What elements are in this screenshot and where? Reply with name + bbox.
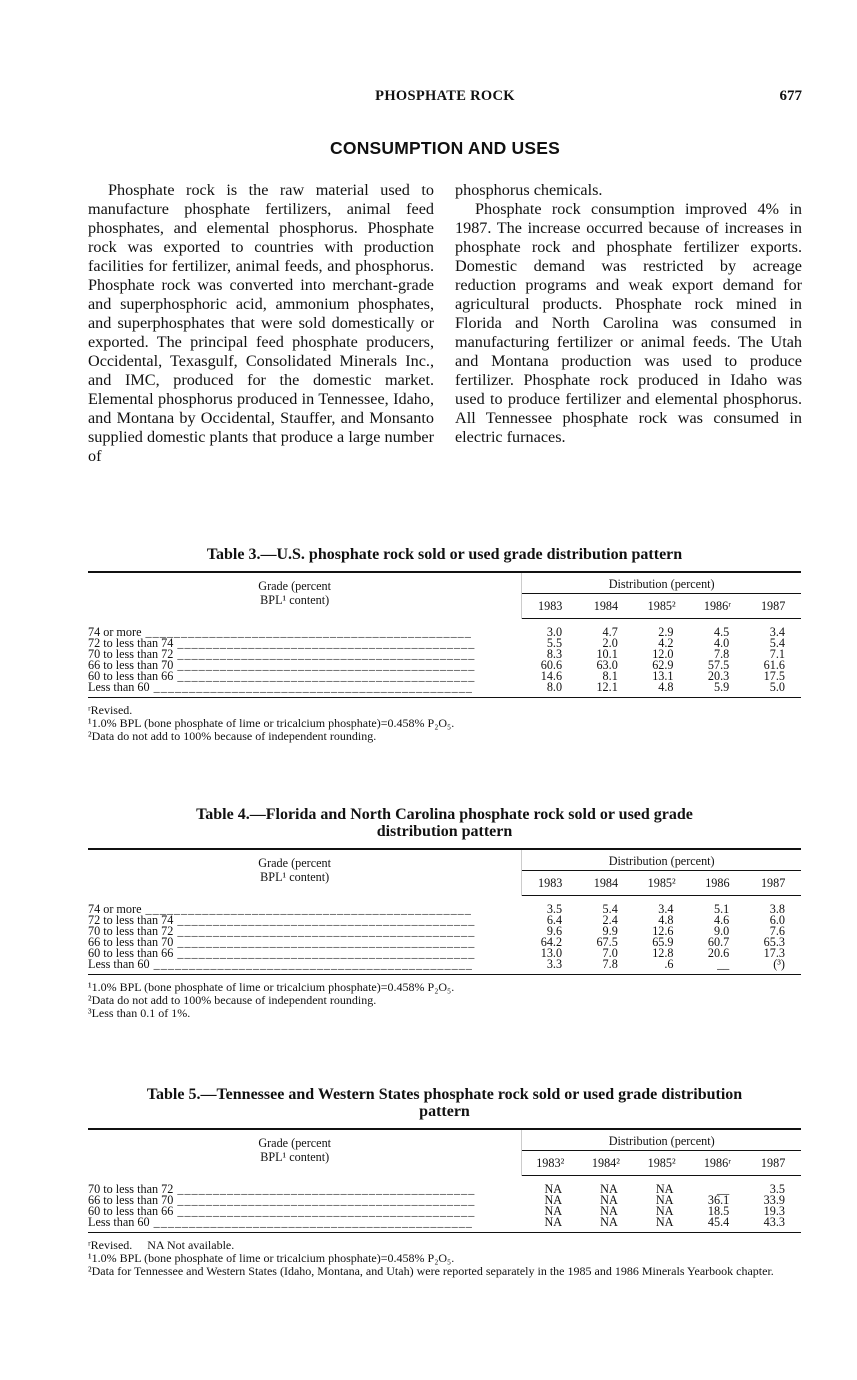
year-header: 1987 [745, 594, 801, 619]
row-label: 74 or more ______________________________________________ [88, 624, 472, 638]
year-header: 1986ʳ [690, 594, 746, 619]
table-cell: 65.9 [652, 935, 674, 949]
table-cell: 14.6 [540, 669, 563, 683]
table-cell: 3.8 [769, 902, 785, 916]
table-cell: NA [655, 1215, 674, 1229]
table-3-grid [88, 571, 801, 698]
table-5-grid [88, 1128, 801, 1233]
distribution-header: Distribution (percent) [522, 849, 801, 871]
table-5-title: Table 5.—Tennessee and Western States phosphate rock sold or used grade distribution pattern [146, 1086, 743, 1120]
table-row [88, 638, 801, 649]
row-label: 70 to less than 72 __________________________________________ [88, 926, 476, 937]
table-cell: 5.0 [769, 680, 785, 694]
table-cell: 12.1 [596, 680, 618, 694]
table-5 [88, 1086, 801, 1278]
table-cell: 17.3 [763, 946, 785, 960]
running-title: PHOSPHATE ROCK [375, 88, 515, 104]
table-cell: NA [655, 1193, 674, 1207]
table-row [88, 682, 801, 698]
table-row [88, 619, 801, 639]
body-paragraph-2: Phosphate rock consumption improved 4% in 1987. The increase occurred because of increases in phosphate rock and phosphate fertilizer exports. Domestic demand was restricted by acreage reduction programs and weak export demand for agricultural products. Phosphate rock mined in Florida and North Carolina was consumed in manufacturing fertilizer or animal feeds. The Utah and Montana production was used to produce fertilizer. Phosphate rock produced in Idaho was used to produce fertilizer and elemental phosphorus. All Tennessee phosphate rock was consumed in electric furnaces. [455, 200, 802, 446]
body-right-column [455, 181, 802, 447]
year-header: 1986ʳ [689, 1151, 745, 1176]
footnote: ²Data do not add to 100% because of independent rounding. [88, 729, 377, 743]
table-cell: NA [544, 1193, 563, 1207]
table-cell: 3.5 [546, 902, 563, 916]
table-cell: 3.3 [546, 957, 563, 971]
table-cell: NA [600, 1182, 618, 1196]
table-cell: 10.1 [596, 647, 618, 661]
table-row [88, 649, 801, 660]
row-label: 70 to less than 72 __________________________________________ [88, 1181, 476, 1195]
table-cell: NA [655, 1182, 674, 1196]
table-4-grid [88, 848, 801, 975]
row-label: 72 to less than 74 __________________________________________ [88, 638, 476, 649]
footnote: ʳRevised. NA Not available. [88, 1238, 235, 1252]
table-row [88, 1176, 801, 1196]
table-cell: 2.9 [658, 625, 674, 639]
table-cell: NA [655, 1204, 674, 1218]
table-row [88, 948, 801, 959]
table-cell: 20.3 [707, 669, 730, 683]
year-header: 1984 [578, 871, 634, 896]
row-label: 60 to less than 66 __________________________________________ [88, 948, 476, 959]
table-cell: 4.0 [714, 636, 730, 650]
table-cell: 5.4 [769, 636, 785, 650]
year-header: 1985² [634, 871, 690, 896]
table-cell: NA [544, 1204, 563, 1218]
table-row [88, 660, 801, 671]
table-4 [88, 806, 801, 1020]
table-cell: 61.6 [763, 658, 785, 672]
table-cell: 13.1 [652, 669, 674, 683]
table-cell: 17.5 [763, 669, 785, 683]
table-cell: (³) [773, 957, 785, 971]
table-4-title: Table 4.—Florida and North Carolina phosphate rock sold or used grade distribution pattern [196, 806, 693, 840]
year-header: 1983² [522, 1151, 578, 1176]
footnote: ²Data do not add to 100% because of independent rounding. [88, 993, 377, 1007]
footnote: ¹1.0% BPL (bone phosphate of lime or tricalcium phosphate)=0.458% P₂O₅. [88, 716, 455, 730]
table-3-title: Table 3.—U.S. phosphate rock sold or used grade distribution pattern [206, 546, 683, 563]
row-label: Less than 60 _____________________________________________ [88, 959, 473, 971]
table-cell: 18.5 [707, 1204, 730, 1218]
grade-column-header: Grade (percent BPL¹ content) [88, 849, 522, 896]
table-row [88, 1217, 801, 1233]
table-cell: 4.2 [658, 636, 674, 650]
table-cell: 5.4 [602, 902, 618, 916]
distribution-header: Distribution (percent) [522, 572, 801, 594]
table-cell: 57.5 [707, 658, 730, 672]
table-cell: 3.4 [769, 625, 785, 639]
table-cell: 65.3 [763, 935, 785, 949]
body-paragraph-1: Phosphate rock is the raw material used to manufacture phosphate fertilizers, animal feed phosphates, and elemental phosphorus. Phosphate rock was exported to countries with production facilities for fertilizer, animal feeds, and phosphorus. Phosphate rock was converted into merchant-grade and superphosphoric acid, ammonium phosphates, and superphosphates that were sold domestically or exported. The principal feed phosphate producers, Occidental, Texasgulf, Consolidated Minerals Inc., and IMC, produced for the domestic market. Elemental phosphorus produced in Tennessee, Idaho, and Montana by Occidental, Stauffer, and Monsanto supplied domestic plants that produce a large number of [88, 181, 434, 465]
table-cell: 3.5 [769, 1182, 785, 1196]
row-label: 70 to less than 72 __________________________________________ [88, 649, 476, 660]
table-cell: 8.0 [546, 680, 563, 694]
table-row [88, 959, 801, 975]
table-cell: 5.9 [714, 680, 730, 694]
table-cell: 12.0 [652, 647, 674, 661]
table-cell: 2.0 [602, 636, 618, 650]
table-cell: 4.7 [602, 625, 618, 639]
table-row [88, 915, 801, 926]
row-label: 60 to less than 66 __________________________________________ [88, 671, 476, 682]
table-cell: 13.0 [540, 946, 563, 960]
row-label: 66 to less than 70 __________________________________________ [88, 937, 476, 948]
table-cell: 45.4 [707, 1215, 730, 1229]
table-cell: 7.6 [769, 924, 785, 938]
table-cell: 12.6 [652, 924, 674, 938]
table-cell: __ [717, 1182, 730, 1196]
table-cell: 9.6 [546, 924, 563, 938]
distribution-header: Distribution (percent) [522, 1129, 801, 1151]
year-header: 1985² [634, 1151, 690, 1176]
table-cell: NA [600, 1193, 618, 1207]
page-number: 677 [779, 88, 802, 104]
table-3-footnotes [88, 704, 801, 743]
body-left-column [88, 181, 434, 466]
table-3 [88, 546, 801, 743]
footnote: ¹1.0% BPL (bone phosphate of lime or tricalcium phosphate)=0.458% P₂O₅. [88, 1251, 455, 1265]
table-row [88, 671, 801, 682]
table-cell: 7.8 [714, 647, 730, 661]
table-cell: 4.8 [658, 680, 674, 694]
year-header: 1983 [522, 594, 578, 619]
table-cell: 64.2 [540, 935, 563, 949]
table-cell: 12.8 [652, 946, 674, 960]
table-cell: 20.6 [707, 946, 730, 960]
table-cell: NA [544, 1182, 563, 1196]
footnote: ³Less than 0.1 of 1%. [88, 1006, 191, 1020]
year-header: 1987 [745, 1151, 801, 1176]
table-cell: 3.0 [546, 625, 563, 639]
row-label: 66 to less than 70 __________________________________________ [88, 1195, 476, 1206]
table-cell: 7.0 [602, 946, 618, 960]
table-cell: .6 [664, 957, 674, 971]
table-cell: 4.8 [658, 913, 674, 927]
section-title: CONSUMPTION AND USES [330, 138, 560, 158]
table-cell: 36.1 [707, 1193, 730, 1207]
footnote: ʳRevised. [88, 703, 133, 717]
table-cell: __ [717, 957, 730, 971]
table-cell: 62.9 [652, 658, 674, 672]
body-paragraph-1-continued: phosphorus chemicals. [455, 181, 603, 199]
running-header [0, 88, 857, 110]
table-cell: 8.1 [602, 669, 618, 683]
row-label: 60 to less than 66 __________________________________________ [88, 1206, 476, 1217]
table-cell: 4.6 [714, 913, 730, 927]
table-row [88, 1195, 801, 1206]
table-cell: 9.0 [714, 924, 730, 938]
table-cell: 3.4 [658, 902, 674, 916]
row-label: 72 to less than 74 __________________________________________ [88, 915, 476, 926]
year-header: 1984² [578, 1151, 634, 1176]
footnote: ²Data for Tennessee and Western States (Idaho, Montana, and Utah) were reported separately in the 1985 and 1986 Minerals Yearbook chapter. [88, 1264, 774, 1278]
table-cell: NA [544, 1215, 563, 1229]
year-header: 1985² [634, 594, 690, 619]
table-row [88, 1206, 801, 1217]
table-cell: 7.8 [602, 957, 618, 971]
table-cell: 9.9 [602, 924, 618, 938]
table-cell: 19.3 [763, 1204, 785, 1218]
table-cell: 4.5 [714, 625, 730, 639]
table-row [88, 937, 801, 948]
table-cell: 43.3 [763, 1215, 785, 1229]
table-cell: 2.4 [602, 913, 618, 927]
table-cell: NA [600, 1204, 618, 1218]
table-cell: 7.1 [769, 647, 785, 661]
table-cell: 5.5 [546, 636, 563, 650]
footnote: ¹1.0% BPL (bone phosphate of lime or tricalcium phosphate)=0.458% P₂O₅. [88, 980, 455, 994]
row-label: Less than 60 _____________________________________________ [88, 1217, 473, 1229]
table-4-footnotes [88, 981, 801, 1020]
year-header: 1984 [578, 594, 634, 619]
row-label: 74 or more ______________________________________________ [88, 901, 472, 915]
table-cell: 60.6 [540, 658, 563, 672]
table-cell: 6.0 [769, 913, 785, 927]
row-label: 66 to less than 70 __________________________________________ [88, 660, 476, 671]
table-cell: 63.0 [596, 658, 618, 672]
table-cell: 6.4 [546, 913, 563, 927]
table-cell: NA [600, 1215, 618, 1229]
table-cell: 8.3 [546, 647, 563, 661]
table-row [88, 926, 801, 937]
year-header: 1983 [522, 871, 578, 896]
table-cell: 60.7 [707, 935, 730, 949]
table-cell: 5.1 [714, 902, 730, 916]
grade-column-header: Grade (percent BPL¹ content) [88, 572, 522, 619]
table-cell: 33.9 [763, 1193, 785, 1207]
year-header: 1987 [745, 871, 801, 896]
table-5-footnotes [88, 1239, 801, 1278]
year-header: 1986 [690, 871, 746, 896]
table-row [88, 896, 801, 916]
table-cell: 67.5 [596, 935, 618, 949]
row-label: Less than 60 _____________________________________________ [88, 682, 473, 694]
grade-column-header: Grade (percent BPL¹ content) [88, 1129, 522, 1176]
